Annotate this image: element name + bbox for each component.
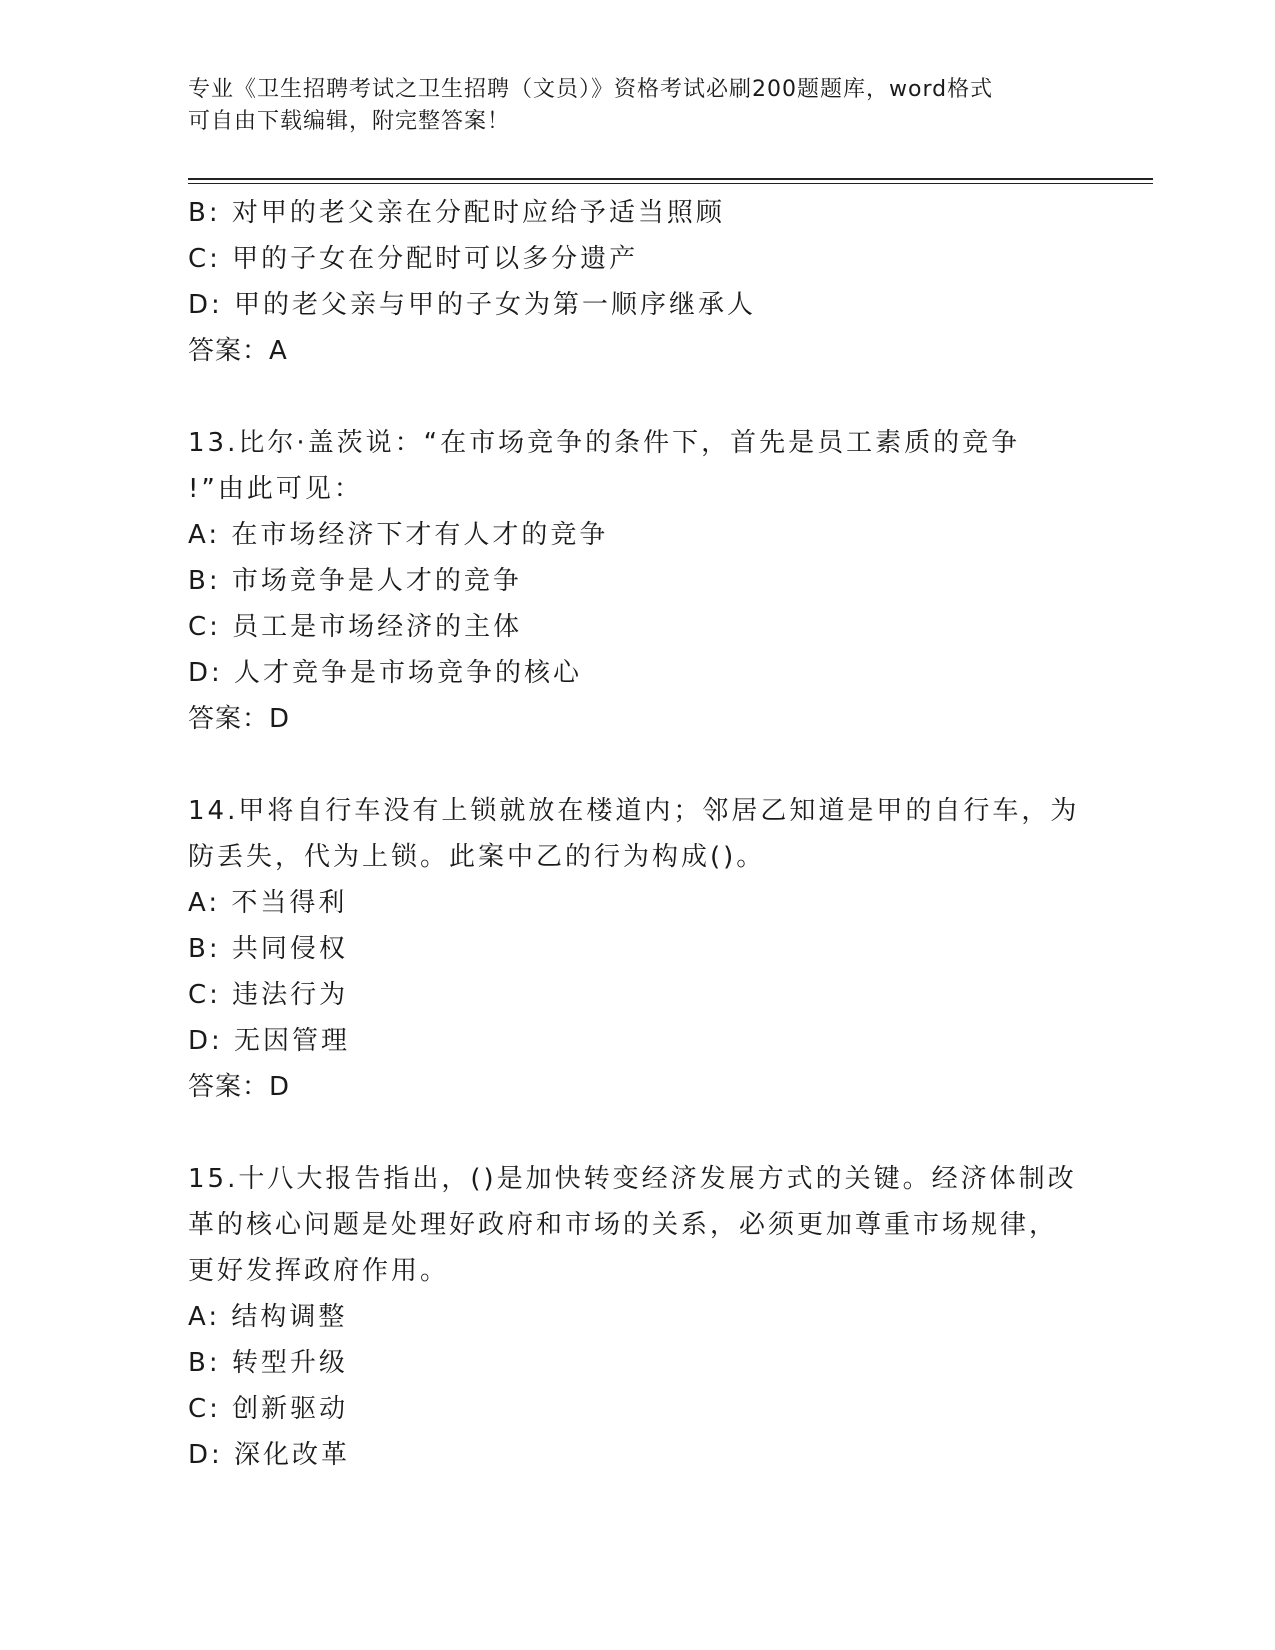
- option-b: B: 市场竞争是人才的竞争: [188, 566, 522, 596]
- question-12-tail: [188, 190, 1088, 374]
- option-d: D: 无因管理: [188, 1026, 351, 1056]
- question-stem-line: !”由此可见：: [188, 474, 363, 504]
- option-c: C: 违法行为: [188, 980, 349, 1010]
- question-15: [188, 1156, 1088, 1478]
- header-line-1: 专业《卫生招聘考试之卫生招聘（文员）》资格考试必刷200题题库，word格式: [188, 77, 994, 102]
- question-stem-line: 14.甲将自行车没有上锁就放在楼道内；邻居乙知道是甲的自行车，为: [188, 796, 1080, 826]
- header-divider-thin: [188, 183, 1153, 184]
- document-header: [188, 74, 1088, 138]
- question-14: [188, 788, 1088, 1110]
- option-a: A: 结构调整: [188, 1302, 348, 1332]
- option-b: B: 转型升级: [188, 1348, 348, 1378]
- answer-label: 答案：D: [188, 1072, 291, 1102]
- header-divider-thick: [188, 178, 1153, 180]
- question-list: [188, 190, 1088, 1478]
- option-c: C: 甲的子女在分配时可以多分遗产: [188, 244, 639, 274]
- header-line-2: 可自由下载编辑，附完整答案！: [188, 109, 511, 134]
- question-stem-line: 防丢失，代为上锁。此案中乙的行为构成()。: [188, 842, 766, 872]
- option-b: B: 对甲的老父亲在分配时应给予适当照顾: [188, 198, 725, 228]
- option-b: B: 共同侵权: [188, 934, 348, 964]
- option-a: A: 在市场经济下才有人才的竞争: [188, 520, 609, 550]
- question-stem-line: 革的核心问题是处理好政府和市场的关系，必须更加尊重市场规律，: [188, 1210, 1059, 1240]
- answer-label: 答案：A: [188, 336, 288, 366]
- option-d: D: 人才竞争是市场竞争的核心: [188, 658, 583, 688]
- question-stem-line: 更好发挥政府作用。: [188, 1256, 450, 1286]
- option-a: A: 不当得利: [188, 888, 348, 918]
- spacer: [188, 374, 1088, 420]
- answer-label: 答案：D: [188, 704, 291, 734]
- option-c: C: 创新驱动: [188, 1394, 349, 1424]
- option-d: D: 深化改革: [188, 1440, 351, 1470]
- question-stem-line: 15.十八大报告指出，()是加快转变经济发展方式的关键。经济体制改: [188, 1164, 1077, 1194]
- spacer: [188, 1110, 1088, 1156]
- question-13: [188, 420, 1088, 742]
- question-stem-line: 13.比尔·盖茨说：“在市场竞争的条件下，首先是员工素质的竞争: [188, 428, 1021, 458]
- option-d: D: 甲的老父亲与甲的子女为第一顺序继承人: [188, 290, 757, 320]
- spacer: [188, 742, 1088, 788]
- option-c: C: 员工是市场经济的主体: [188, 612, 523, 642]
